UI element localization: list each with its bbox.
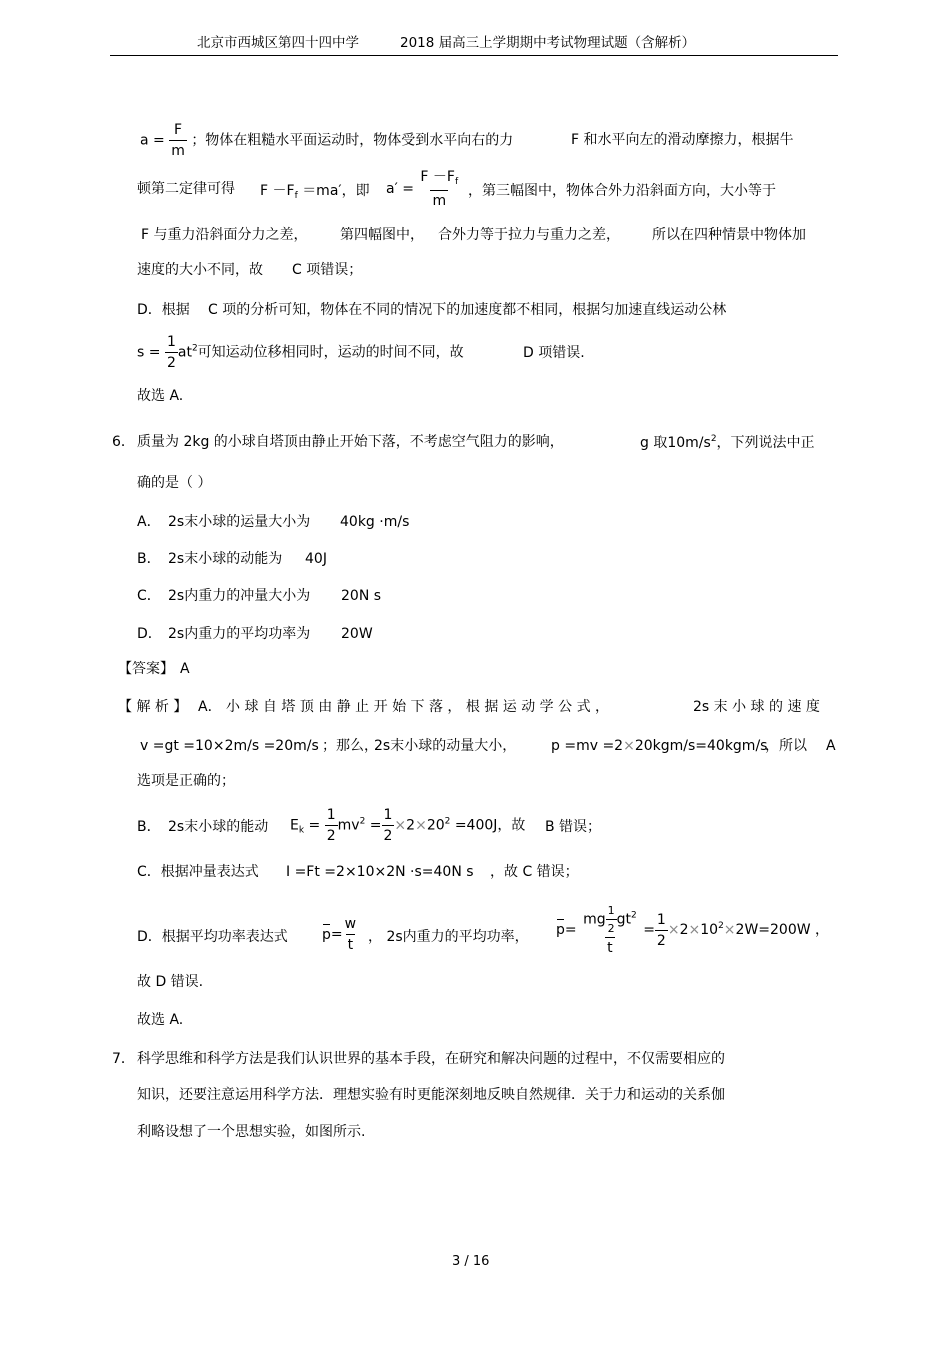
- line-2-tail: ，第三幅图中，物体合外力沿斜面方向，大小等于: [468, 183, 776, 199]
- line-6-formula: s = $\frac{1}{2}$ $at^2$可知运动位移相同时，运动的时间不同，故: [137, 334, 464, 371]
- average-power-formula: p= $\frac{w}{t}$: [322, 916, 357, 953]
- question-7-line-1: 科学思维和科学方法是我们认识世界的基本手段，在研究和解决问题的过程中，不仅需要相应的: [137, 1051, 725, 1067]
- impulse-equation: I =Ft =2×10×2N ·s=40N s: [286, 864, 474, 880]
- option-a-label: A．: [137, 514, 161, 530]
- formula-a-prime: a′ = $\frac{F -F_f}{m}$: [386, 169, 459, 209]
- line-5-part-2: C 项的分析可知，物体在不同的情况下的加速度都不相同，根据匀加速直线运动公林: [208, 302, 727, 318]
- question-6-g: g 取$10m/s^2$，下列说法中正: [640, 434, 815, 451]
- text: ；物体在粗糙水平面运动时，物体受到水平向右的力: [191, 132, 514, 149]
- option-d-text: 2s内重力的平均功率为: [168, 626, 311, 642]
- analysis-a-text-3: ；那么，: [322, 738, 378, 754]
- line-2-text: 顿第二定律可得: [137, 181, 235, 197]
- analysis-a-text-4: 2s末小球的动量大小，: [374, 738, 517, 754]
- line-5-part-1: D．根据: [137, 302, 190, 318]
- option-b-value: 40J: [305, 551, 327, 567]
- analysis-b-tail: B 错误；: [545, 819, 602, 835]
- analysis-d-mid: ， 2s内重力的平均功率，: [368, 929, 529, 945]
- fraction-f-minus-ff-over-m: $\frac{F -F_f}{m}$: [420, 169, 459, 209]
- page-number: 3 / 16: [452, 1254, 490, 1269]
- line-1-tail: F 和水平向左的滑动摩擦力，根据牛: [571, 132, 794, 148]
- analysis-b-label: B．: [137, 819, 161, 835]
- option-c-text: 2s内重力的冲量大小为: [168, 588, 311, 604]
- answer-label: 【答案】: [118, 661, 174, 677]
- question-6-number: 6．: [112, 434, 135, 450]
- question-7-line-2: 知识，还要注意运用科学方法．理想实验有时更能深刻地反映自然规律．关于力和运动的关系伽: [137, 1087, 725, 1103]
- line-3-part-3: 合外力等于拉力与重力之差，: [438, 227, 620, 243]
- answer-value: A: [180, 661, 190, 677]
- analysis-a-text: A． 小 球 自 塔 顶 由 静 止 开 始 下 落 ， 根 据 运 动 学 公 式 ，: [198, 699, 610, 715]
- analysis-c-tail: ，故 C 错误；: [490, 864, 579, 880]
- question-7-number: 7．: [112, 1051, 135, 1067]
- fraction-f-over-m: $\frac{F}{m}$: [171, 122, 185, 159]
- option-d-label: D．: [137, 626, 162, 642]
- average-power-equation: p= mg $\frac{1}{2}$ $gt^2$ t = $\frac{1}{2}$ $\times 2\times 10^2\times 2W=200W$ ，: [556, 904, 830, 956]
- option-b-label: B．: [137, 551, 161, 567]
- analysis-a-tail: 选项是正确的；: [137, 773, 235, 789]
- header-school: 北京市西城区第四十四中学: [197, 35, 359, 51]
- line-6-tail: D 项错误.: [523, 345, 585, 361]
- analysis-d-tail: 故 D 错误.: [137, 974, 204, 990]
- header-rule: [110, 55, 838, 56]
- option-a-text: 2s末小球的运量大小为: [168, 514, 311, 530]
- option-b-text: 2s末小球的动能为: [168, 551, 283, 567]
- line-4-part-1: 速度的大小不同，故: [137, 262, 263, 278]
- analysis-label: 【 解 析 】: [118, 699, 188, 715]
- line-4-part-2: C 项错误；: [292, 262, 363, 278]
- formula-a: a =: [140, 132, 165, 149]
- option-c-label: C．: [137, 588, 161, 604]
- option-a-value: 40kg ·m/s: [340, 514, 410, 530]
- line-3-part-4: 所以在四种情景中物体加: [652, 227, 806, 243]
- header-title: 2018 届高三上学期期中考试物理试题（含解析）: [400, 35, 696, 51]
- velocity-equation: v =gt =10×2m/s =20m/s: [140, 738, 319, 754]
- newton-equation: $F -F_f =ma'$，即: [260, 183, 370, 201]
- fraction-one-half: $\frac{1}{2}$: [166, 334, 176, 371]
- analysis-c-label: C．根据冲量表达式: [137, 864, 259, 880]
- option-d-value: 20W: [341, 626, 373, 642]
- kinetic-energy-equation: $E_k$ = $\frac{1}{2}$ $mv^2$ = $\frac{1}{2}$ $\times 2\times 20^2 =400J$，故: [290, 807, 526, 844]
- question-6-conclusion: 故选 A.: [137, 1012, 184, 1028]
- momentum-equation: p =mv =2×20kgm/s=40kgm/s: [551, 738, 768, 754]
- line-1: [140, 123, 513, 158]
- question-6-text-2: 确的是（ ）: [137, 475, 212, 491]
- analysis-d-label: D．根据平均功率表达式: [137, 929, 288, 945]
- analysis-b-text: 2s末小球的能动: [168, 819, 269, 835]
- line-7-conclusion: 故选 A.: [137, 388, 184, 404]
- analysis-a-text-2: 2s 末 小 球 的 速 度: [693, 699, 820, 715]
- question-6-text: 质量为 2kg 的小球自塔顶由静止开始下落，不考虑空气阻力的影响，: [137, 434, 564, 450]
- analysis-a-text-5: ，所以: [765, 738, 807, 754]
- line-3-part-2: 第四幅图中，: [340, 227, 424, 243]
- option-c-value: 20N s: [341, 588, 382, 604]
- question-7-line-3: 利略设想了一个思想实验，如图所示.: [137, 1124, 366, 1140]
- analysis-a-text-6: A: [826, 738, 836, 754]
- line-3-part-1: F 与重力沿斜面分力之差，: [141, 227, 308, 243]
